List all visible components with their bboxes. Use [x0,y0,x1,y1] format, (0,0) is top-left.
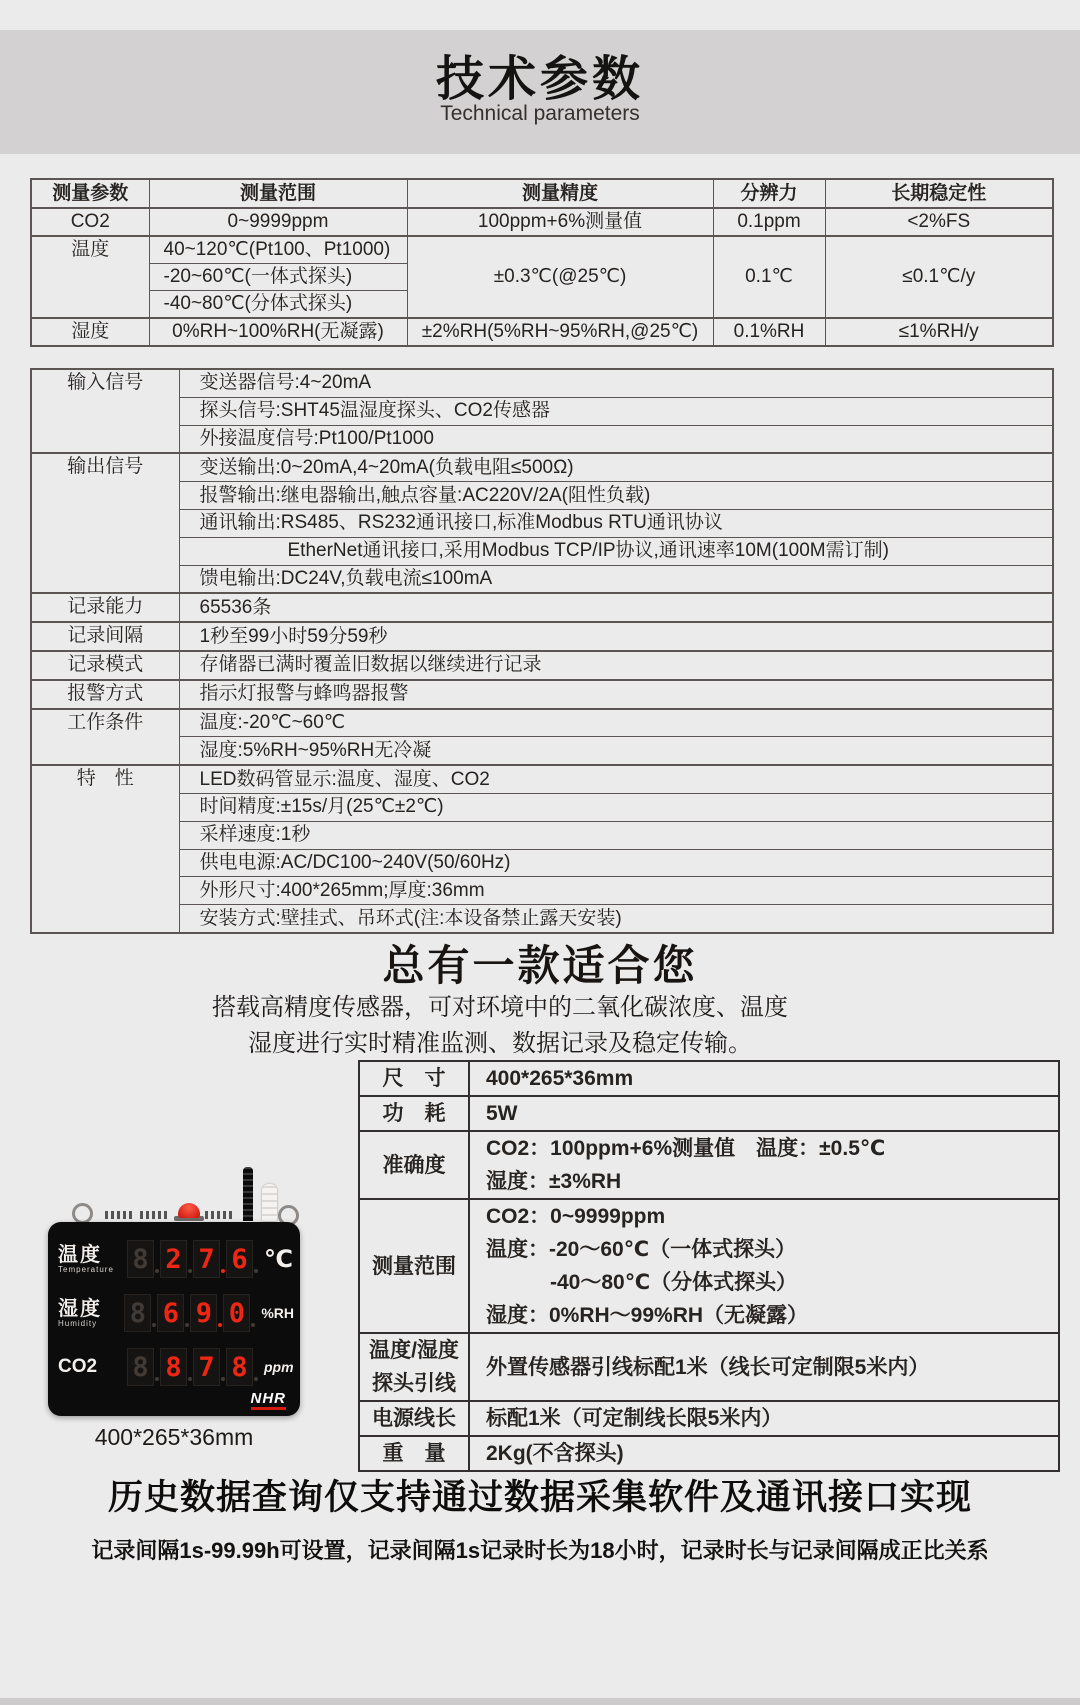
led-display-panel [48,1222,300,1416]
param-resolution-cell: 0.1ppm [713,208,825,236]
led-digit: 8 [226,1348,253,1386]
params-header-row [31,179,1053,208]
product-spec-value-cell [469,1436,1059,1471]
temp-humidity-probe-icon [262,1184,277,1221]
product-spec-value-cell [469,1199,1059,1333]
param-accuracy-cell: ±2%RH(5%RH~95%RH,@25℃) [407,318,713,346]
led-row-unit: ℃ [264,1245,294,1273]
io-value-cell: 温度:-20℃~60℃ [179,709,1053,737]
product-spec-label-line: 准确度 [382,1153,446,1177]
io-value-cell: 探头信号:SHT45温湿度探头、CO2传感器 [179,397,1053,425]
mounting-ring-left-icon [72,1203,93,1224]
params-header-cell: 分辨力 [713,179,825,208]
io-value-cell: LED数码管显示:温度、湿度、CO2 [179,765,1053,793]
product-spec-table [358,1060,1060,1472]
io-label-cell: 记录能力 [31,593,179,622]
io-row [31,877,1053,905]
params-header-cell: 长期稳定性 [825,179,1053,208]
param-range-cell: -40~80℃(分体式探头) [149,291,407,319]
io-label-cell: 输出信号 [31,453,179,593]
product-spec-label-line: 测量范围 [372,1254,456,1278]
io-spec-table [30,368,1054,934]
led-row-label-zh: 湿度 [58,1297,102,1320]
io-row [31,765,1053,793]
product-spec-label-cell [359,1131,469,1199]
led-display-row [48,1340,300,1394]
io-value-cell: 时间精度:±15s/月(25℃±2℃) [179,793,1053,821]
product-spec-value-line: 湿度：±3%RH [486,1170,622,1193]
product-spec-label-line: 尺 寸 [382,1067,446,1090]
param-stability-cell: <2%FS [825,208,1053,236]
product-spec-row [359,1061,1059,1096]
promo-description-line1: 搭载高精度传感器，可对环境中的二氧化碳浓度、温度 [212,994,788,1021]
led-row-label-en: Temperature [58,1264,114,1274]
io-row [31,593,1053,622]
io-spec-table-body [31,369,1053,933]
io-row [31,680,1053,709]
io-row [31,737,1053,765]
product-spec-label-line: 电源线长 [372,1407,456,1430]
promo-headline: 总有一款适合您 [382,942,698,989]
product-spec-row [359,1333,1059,1401]
io-value-cell: 馈电输出:DC24V,负载电流≤100mA [179,565,1053,593]
param-stability-cell: ≤1%RH/y [825,318,1053,346]
product-spec-label-line: 重 量 [382,1442,446,1465]
footer-heading: 历史数据查询仅支持通过数据采集软件及通讯接口实现 [107,1478,972,1517]
led-row-label-zh: 温度 [58,1243,102,1266]
led-decimal-point [155,1269,159,1273]
io-row [31,622,1053,651]
io-value-cell: 1秒至99小时59分59秒 [179,622,1053,651]
led-row-unit: ppm [264,1359,294,1375]
vent-strip-icon [105,1211,135,1219]
product-spec-label-line: 探头引线 [372,1372,456,1395]
led-decimal-point [254,1377,258,1381]
io-value-cell: 采样速度:1秒 [179,821,1053,849]
param-accuracy-cell: 100ppm+6%测量值 [407,208,713,236]
product-spec-value-cell [469,1401,1059,1436]
io-row [31,369,1053,397]
io-value-cell: 变送输出:0~20mA,4~20mA(负载电阻≤500Ω) [179,453,1053,481]
led-decimal-point [152,1323,156,1327]
params-header-cell: 测量参数 [31,179,149,208]
led-decimal-point [185,1323,189,1327]
io-value-cell: 65536条 [179,593,1053,622]
param-resolution-cell: 0.1℃ [713,236,825,318]
nhr-logo: NHR [251,1391,287,1410]
led-digit: 8 [127,1348,154,1386]
led-decimal-point [188,1377,192,1381]
led-digit: 0 [223,1294,250,1332]
io-value-cell: 安装方式:壁挂式、吊环式(注:本设备禁止露天安装) [179,905,1053,933]
led-row-label-en: Humidity [58,1318,98,1328]
product-spec-value-line: 外置传感器引线标配1米（线长可定制限5米内） [486,1355,930,1379]
led-decimal-point [251,1323,255,1327]
device-size-label: 400*265*36mm [94,1424,254,1450]
led-digits [126,1240,258,1278]
io-row [31,709,1053,737]
io-value-cell: 外接温度信号:Pt100/Pt1000 [179,425,1053,453]
product-spec-label-cell [359,1061,469,1096]
param-range-cell: 0%RH~100%RH(无凝露) [149,318,407,346]
params-row [31,208,1053,236]
led-decimal-point [155,1377,159,1381]
io-label-cell: 输入信号 [31,369,179,453]
product-spec-label-line: 温度/湿度 [369,1339,459,1362]
led-row-label-zh: CO2 [58,1356,98,1377]
product-spec-value-cell [469,1333,1059,1401]
io-row [31,425,1053,453]
product-spec-value-line: 2Kg(不含探头) [486,1442,624,1465]
product-spec-value-cell [469,1061,1059,1096]
param-name-cell: 温度 [31,236,149,318]
led-digit: 6 [226,1240,253,1278]
led-digit: 7 [193,1240,220,1278]
led-display-rows [48,1222,300,1394]
led-row-label [58,1245,126,1274]
params-row [31,318,1053,346]
product-spec-value-line: 5W [486,1102,518,1125]
page-title: 技术参数 [435,53,644,106]
product-spec-row [359,1199,1059,1333]
product-spec-row [359,1131,1059,1199]
led-digit: 7 [193,1348,220,1386]
bottom-strip [0,1698,1080,1705]
param-resolution-cell: 0.1%RH [713,318,825,346]
io-row [31,397,1053,425]
led-row-label [58,1356,126,1378]
led-digits [126,1348,258,1386]
io-value-cell: 报警输出:继电器输出,触点容量:AC220V/2A(阻性负载) [179,482,1053,510]
led-decimal-point [218,1323,222,1327]
product-spec-row [359,1401,1059,1436]
io-value-cell: 变送器信号:4~20mA [179,369,1053,397]
led-digit: 8 [160,1348,187,1386]
io-value-cell: 供电电源:AC/DC100~240V(50/60Hz) [179,849,1053,877]
measurement-params-table [30,178,1054,347]
product-spec-label-line: 功 耗 [382,1102,446,1125]
product-spec-label-cell [359,1436,469,1471]
product-spec-value-line: -40～80℃（分体式探头） [550,1271,798,1294]
promo-description-line2: 湿度进行实时精准监测、数据记录及稳定传输。 [248,1030,752,1057]
product-spec-value-line: CO2：100ppm+6%测量值 温度：±0.5℃ [486,1137,886,1160]
param-name-cell: 湿度 [31,318,149,346]
io-row [31,849,1053,877]
led-row-unit: %RH [261,1305,294,1321]
measurement-params-table-body [31,179,1053,346]
led-display-row [48,1232,300,1286]
io-row [31,482,1053,510]
led-display-row [48,1286,300,1340]
product-spec-row [359,1096,1059,1131]
io-label-cell: 特 性 [31,765,179,933]
param-range-cell: 0~9999ppm [149,208,407,236]
params-row [31,236,1053,264]
alarm-lamp-icon [178,1203,200,1218]
params-header-cell: 测量范围 [149,179,407,208]
product-spec-label-cell [359,1401,469,1436]
led-digit: 2 [160,1240,187,1278]
product-spec-value-line: CO2：0~9999ppm [486,1205,666,1228]
io-label-cell: 记录模式 [31,651,179,680]
param-stability-cell: ≤0.1℃/y [825,236,1053,318]
co2-antenna-probe-icon [243,1167,253,1221]
io-row [31,537,1053,565]
io-value-cell: 指示灯报警与蜂鸣器报警 [179,680,1053,709]
io-label-cell: 工作条件 [31,709,179,766]
io-value-cell: 湿度:5%RH~95%RH无冷凝 [179,737,1053,765]
vent-strip-icon [205,1211,232,1219]
product-spec-value-line: 标配1米（可定制线长限5米内） [486,1407,783,1430]
param-range-cell: 40~120℃(Pt100、Pt1000) [149,236,407,264]
led-decimal-point [221,1269,225,1273]
param-name-cell: CO2 [31,208,149,236]
led-decimal-point [221,1377,225,1381]
led-digit: 6 [157,1294,184,1332]
param-range-cell: -20~60℃(一体式探头) [149,264,407,291]
io-value-cell: 存储器已满时覆盖旧数据以继续进行记录 [179,651,1053,680]
io-row [31,821,1053,849]
page-subtitle: Technical parameters [440,102,640,125]
product-spec-label-cell [359,1199,469,1333]
product-spec-value-line: 400*265*36mm [486,1067,634,1090]
param-accuracy-cell: ±0.3℃(@25℃) [407,236,713,318]
product-spec-value-cell [469,1131,1059,1199]
product-spec-table-body [359,1061,1059,1471]
led-digits [123,1294,255,1332]
io-row [31,793,1053,821]
io-row [31,905,1053,933]
led-decimal-point [188,1269,192,1273]
io-label-cell: 报警方式 [31,680,179,709]
led-digit: 9 [190,1294,217,1332]
io-row [31,565,1053,593]
led-decimal-point [254,1269,258,1273]
io-row [31,509,1053,537]
footer-note: 记录间隔1s-99.99h可设置，记录间隔1s记录时长为18小时，记录时长与记录间隔成正比关系 [91,1538,989,1563]
io-row [31,453,1053,481]
led-digit: 8 [127,1240,154,1278]
product-spec-label-cell [359,1096,469,1131]
io-label-cell: 记录间隔 [31,622,179,651]
product-spec-row [359,1436,1059,1471]
io-value-cell: 通讯输出:RS485、RS232通讯接口,标准Modbus RTU通讯协议 [179,509,1053,537]
product-spec-value-line: 温度：-20～60℃（一体式探头） [486,1238,797,1261]
params-header-cell: 测量精度 [407,179,713,208]
io-row [31,651,1053,680]
io-value-cell: EtherNet通讯接口,采用Modbus TCP/IP协议,通讯速率10M(100M需订制) [179,537,1053,565]
led-digit: 8 [124,1294,151,1332]
promo-description [150,990,850,1062]
product-spec-label-cell [359,1333,469,1401]
io-value-cell: 外形尺寸:400*265mm;厚度:36mm [179,877,1053,905]
vent-strip-icon [140,1211,167,1219]
product-spec-value-cell [469,1096,1059,1131]
product-spec-value-line: 湿度：0%RH～99%RH（无凝露） [486,1304,809,1327]
led-row-label [58,1299,123,1328]
